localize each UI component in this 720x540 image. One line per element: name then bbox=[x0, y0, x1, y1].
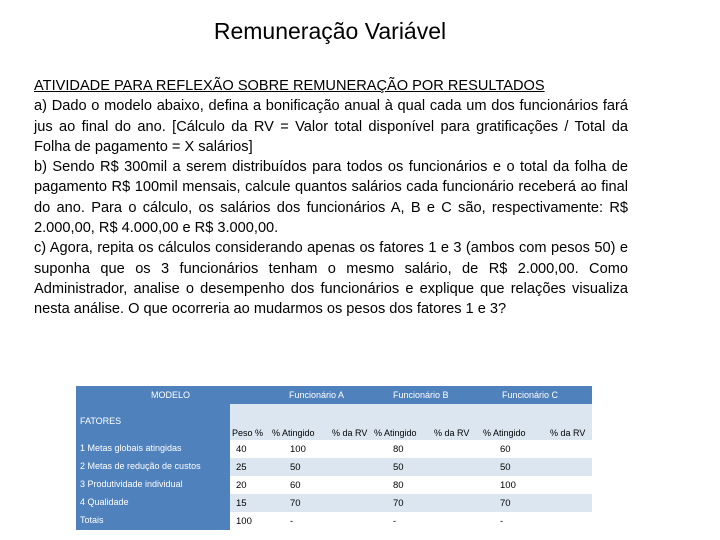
table-header bbox=[76, 386, 592, 404]
activity-heading: ATIVIDADE PARA REFLEXÃO SOBRE REMUNERAÇÃO POR RESULTADOS bbox=[34, 78, 545, 94]
func-b-value: 50 bbox=[393, 462, 404, 473]
row-label: 4 Qualidade bbox=[80, 497, 129, 507]
fatores-label: FATORES bbox=[80, 416, 122, 426]
table-row bbox=[76, 512, 592, 530]
func-b-value: 80 bbox=[393, 444, 404, 455]
peso-value: 20 bbox=[236, 480, 247, 491]
sub-c-atingido: % Atingido bbox=[483, 428, 526, 438]
func-c-value: 60 bbox=[500, 444, 511, 455]
table-row bbox=[76, 476, 592, 494]
remuneration-model-table bbox=[76, 386, 592, 538]
header-funcionario-c: Funcionário C bbox=[502, 390, 559, 400]
peso-value: 100 bbox=[236, 516, 252, 527]
sub-a-rv: % da RV bbox=[332, 428, 368, 438]
sub-c-rv: % da RV bbox=[550, 428, 586, 438]
question-b: b) Sendo R$ 300mil a serem distribuídos para todos os funcionários e o total da folha de pagamento R$ 100mil mensais, calcule quantos salários cada funcionário receberá ao final do ano. Para o cálculo, os salários dos funcionários A, B e C são, respectivamente: R$ 2.000,00, R$ 4.000,00 e R$ 3.000,00. bbox=[34, 159, 628, 237]
func-b-value: 80 bbox=[393, 480, 404, 491]
sub-a-atingido: % Atingido bbox=[272, 428, 315, 438]
func-c-value: 50 bbox=[500, 462, 511, 473]
sub-b-atingido: % Atingido bbox=[374, 428, 417, 438]
func-a-value: 70 bbox=[290, 498, 301, 509]
fatores-cell bbox=[76, 404, 230, 440]
func-a-value: 50 bbox=[290, 462, 301, 473]
func-a-value: - bbox=[290, 516, 294, 527]
header-funcionario-b: Funcionário B bbox=[393, 390, 449, 400]
func-c-value: - bbox=[500, 516, 504, 527]
sub-peso: Peso % bbox=[232, 428, 264, 438]
peso-value: 15 bbox=[236, 498, 247, 509]
question-a: a) Dado o modelo abaixo, defina a bonificação anual à qual cada um dos funcionários fará jus ao final do ano. [Cálculo da RV = Valor total disponível para gratificações / Total da Folha de pagamento = X salários] bbox=[34, 98, 628, 155]
table-row bbox=[76, 494, 592, 512]
table-row bbox=[76, 458, 592, 476]
sub-b-rv: % da RV bbox=[434, 428, 470, 438]
header-funcionario-a: Funcionário A bbox=[289, 390, 345, 400]
page-title: Remuneração Variável bbox=[213, 18, 447, 44]
row-label: Totais bbox=[80, 515, 104, 525]
func-c-value: 100 bbox=[500, 480, 516, 491]
subheader-row bbox=[230, 404, 592, 440]
func-c-value: 70 bbox=[500, 498, 511, 509]
header-modelo: MODELO bbox=[151, 390, 191, 400]
func-a-value: 60 bbox=[290, 480, 301, 491]
func-b-value: 70 bbox=[393, 498, 404, 509]
func-b-value: - bbox=[393, 516, 397, 527]
row-label: 1 Metas globais atingidas bbox=[80, 443, 182, 453]
peso-value: 25 bbox=[236, 462, 247, 473]
question-c: c) Agora, repita os cálculos considerando apenas os fatores 1 e 3 (ambos com pesos 50) e suponha que os 3 funcionários tenham o mesmo salário, de R$ 2.000,00. Como Administrador, analise o desempenho dos funcionários e explique que relações visualiza nesta análise. O que ocorreria ao mudarmos os pesos dos fatores 1 e 3? bbox=[34, 240, 628, 318]
peso-value: 40 bbox=[236, 444, 247, 455]
row-label: 2 Metas de redução de custos bbox=[80, 461, 201, 471]
activity-text bbox=[34, 76, 628, 320]
row-label: 3 Produtividade individual bbox=[80, 479, 183, 489]
table-row bbox=[76, 440, 592, 458]
func-a-value: 100 bbox=[290, 444, 306, 455]
